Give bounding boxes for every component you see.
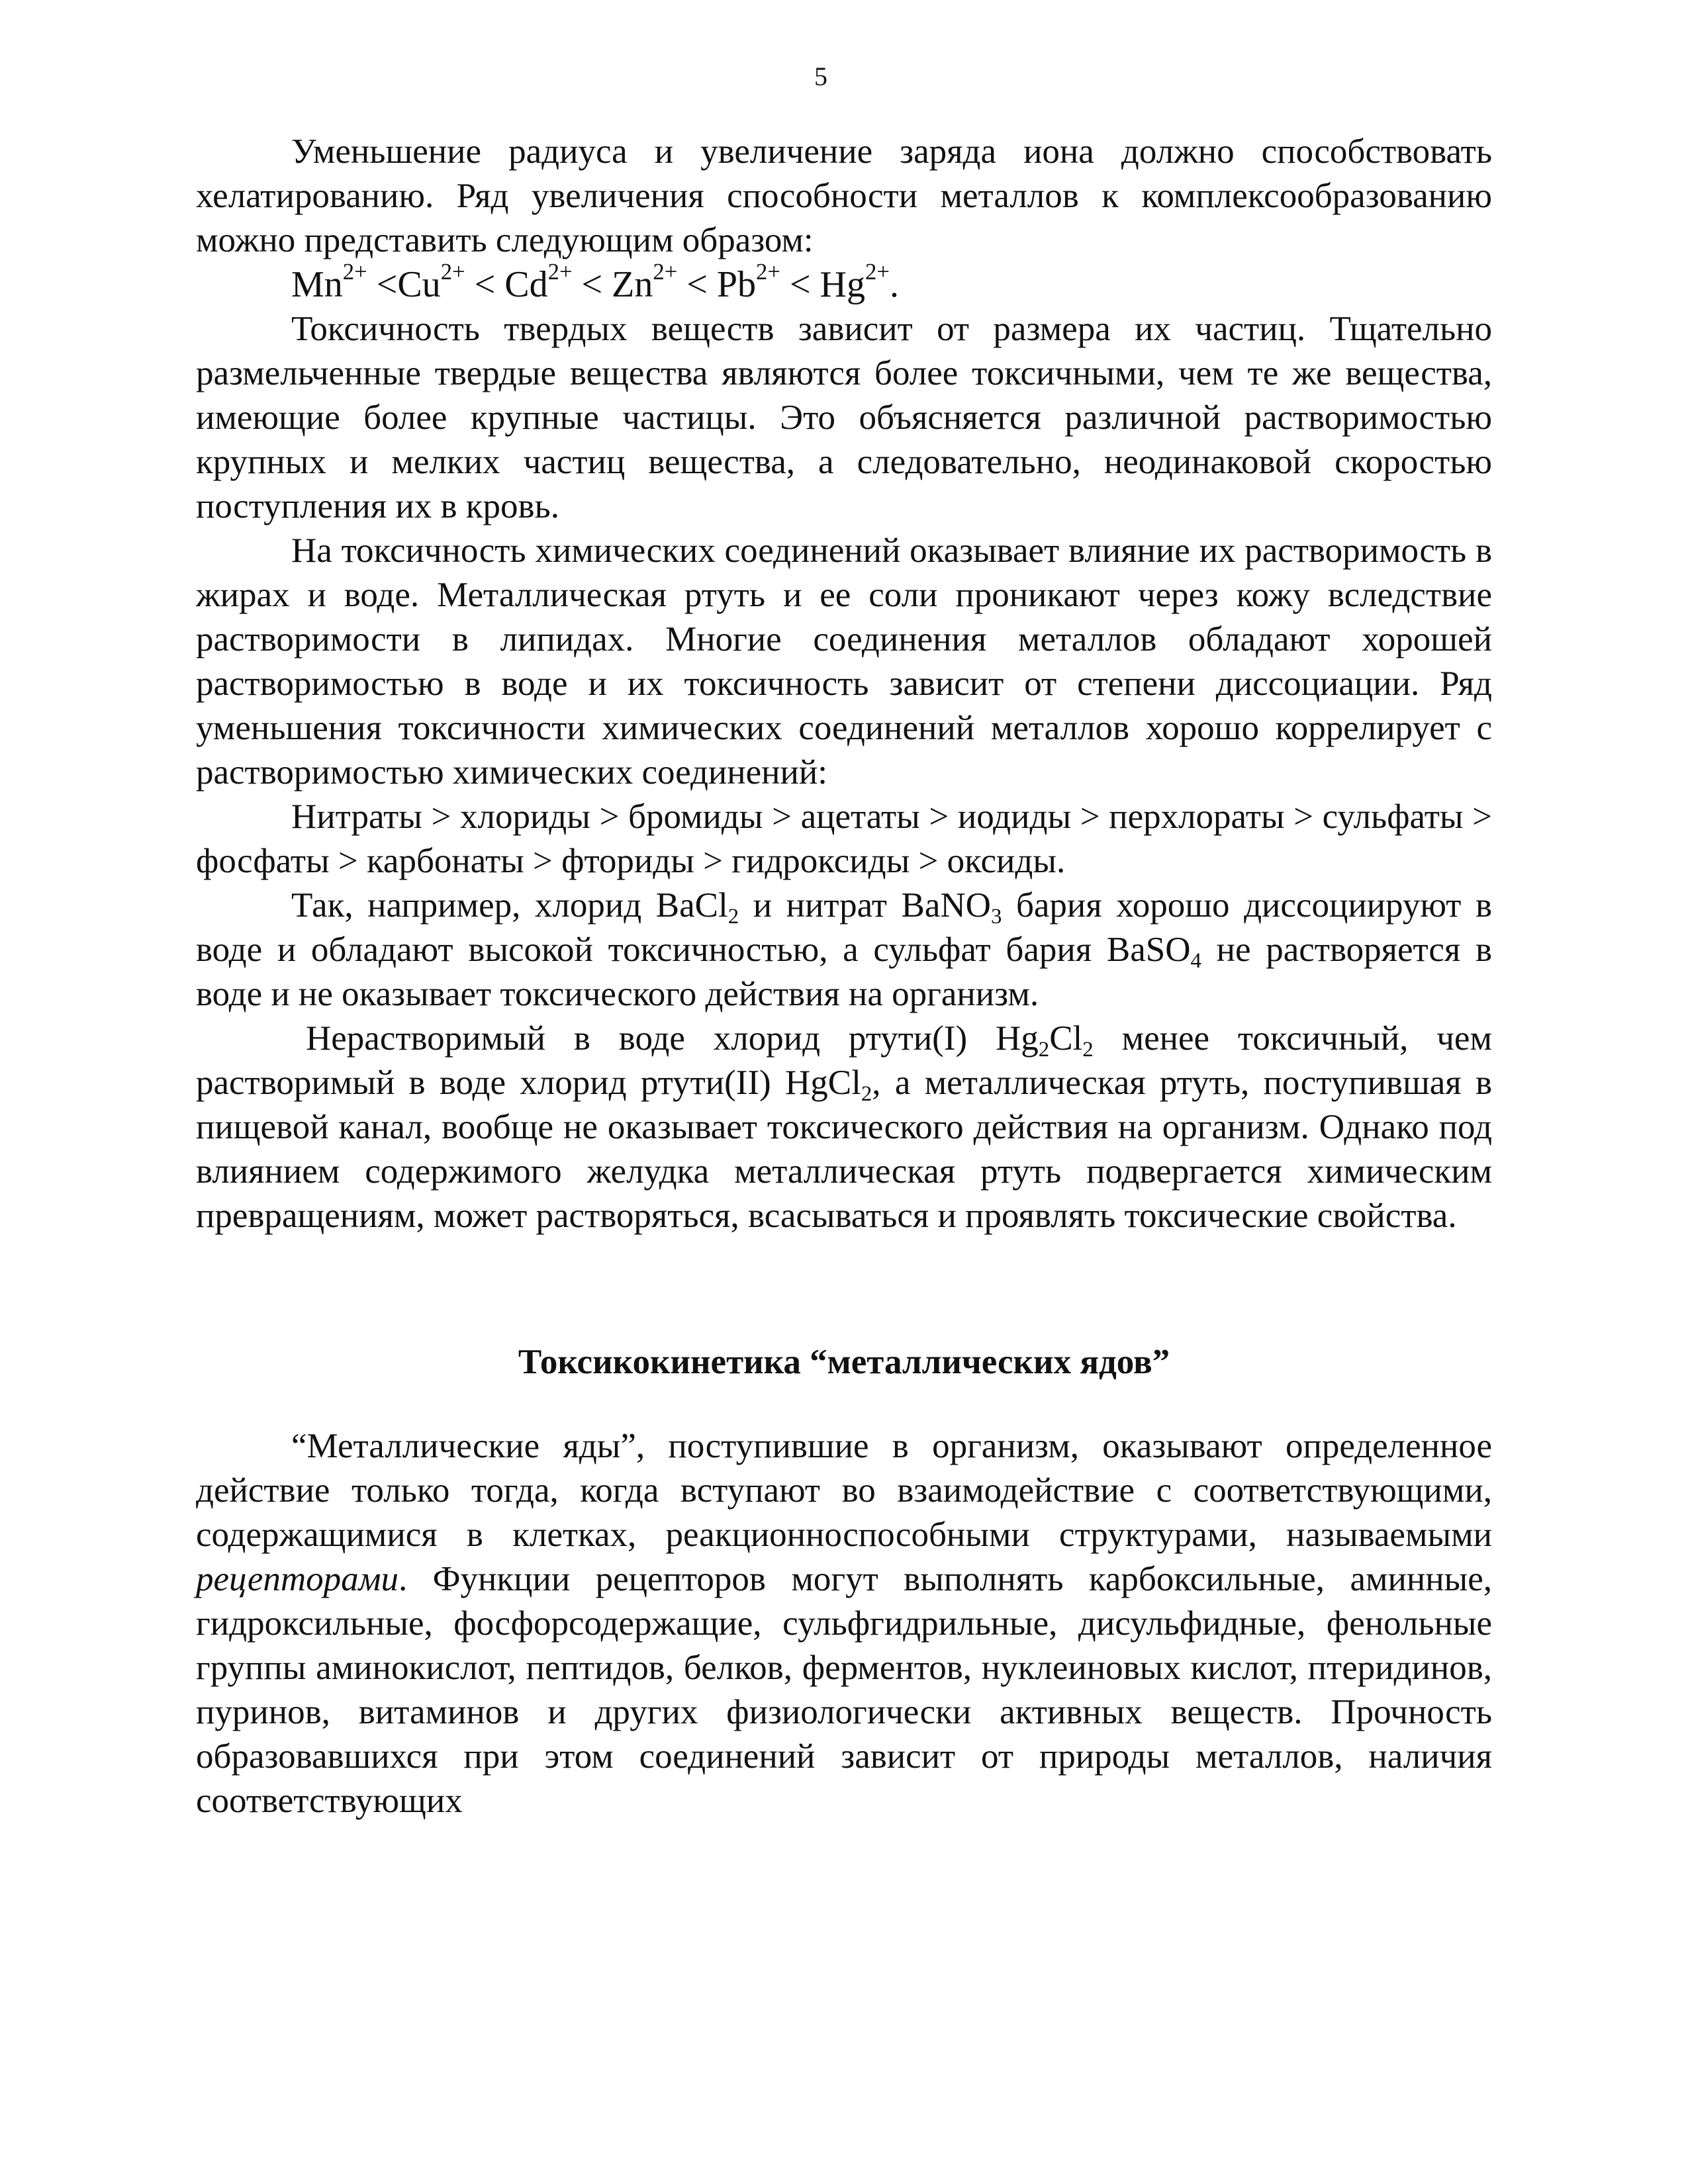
subscript: 2 (1038, 1037, 1050, 1062)
formula-cd: < Cd (465, 264, 548, 305)
text-segment: не растворяется в воде и не оказывает токсического действия на организм. (196, 931, 1492, 1013)
document-body (196, 130, 1492, 1823)
subscript: 2 (727, 904, 739, 929)
formula-hg: < Hg (780, 264, 865, 305)
formula-zn-charge: 2+ (653, 258, 678, 285)
paragraph-particle-size: Токсичность твердых веществ зависит от размера их частиц. Тщательно размельченные твердые вещества являются более токсичными, чем те же вещества, имеющие более крупные частицы. Это объясняется различной растворимостью крупных и мелких частиц вещества, а следовательно, неодинаковой скоростью поступления их в кровь. (196, 310, 1492, 525)
text-segment: , а металлическая ртуть, поступившая в пищевой канал, вообще не оказывает токсического действия на организм. Однако под влиянием содержимого желудка металлическая ртуть подвергается химическим превращениям, может растворяться, всасываться и проявлять токсические свойства. (196, 1064, 1492, 1235)
text-segment: бария хорошо диссоциируют в воде и обладают высокой токсичностью, а сульфат бария BaSO (196, 886, 1492, 969)
text-segment: и нитрат BaNO (739, 886, 991, 925)
subscript: 2 (861, 1081, 872, 1106)
paragraph-barium-example (196, 884, 1492, 1017)
text-segment: Так, например, хлорид BaCl (291, 886, 728, 925)
formula-mn: Mn (291, 264, 343, 305)
emphasized-term: рецепторами (196, 1560, 399, 1598)
subscript: 4 (1190, 948, 1201, 973)
page-number: 5 (814, 62, 827, 91)
formula-end: . (889, 264, 899, 305)
formula-pb: < Pb (677, 264, 757, 305)
paragraph-solubility: На токсичность химических соединений оказывает влияние их растворимость в жирах и воде. Металлическая ртуть и ее соли проникают через кожу вследствие растворимости в липидах. Многие соединения металлов обладают хорошей растворимостью в воде и их токсичность зависит от степени диссоциации. Ряд уменьшения токсичности химических соединений металлов хорошо коррелирует с растворимостью химических соединений: (196, 531, 1492, 792)
formula-zn: < Zn (572, 264, 653, 305)
formula-cu: <Cu (376, 264, 441, 305)
text-segment: Cl (1049, 1019, 1083, 1058)
paragraph-toxicity-series: Нитраты > хлориды > бромиды > ацетаты > иодиды > перхлораты > сульфаты > фосфаты > карбонаты > фториды > гидроксиды > оксиды. (196, 797, 1492, 880)
paragraph-chelation: Уменьшение радиуса и увеличение заряда иона должно способствовать хелатированию. Ряд увеличения способности металлов к комплексообразованию можно представить следующим образом: (196, 132, 1492, 259)
text-segment: “Металлические яды”, поступившие в организм, оказывают определенное действие только тогда, когда вступают во взаимодействие с соответствующими, содержащимися в клетках, реакционноспособными структурами, называемыми (196, 1427, 1492, 1554)
section-heading: Токсикокинетика “металлических ядов” (518, 1343, 1170, 1381)
text-segment: Нерастворимый в воде хлорид ртути(I) Hg (306, 1019, 1039, 1058)
formula-mn-charge: 2+ (342, 258, 367, 285)
paragraph-receptors (196, 1424, 1492, 1823)
formula-hg-charge: 2+ (865, 258, 890, 285)
formula-cu-charge: 2+ (440, 258, 465, 285)
complexation-series-formula (196, 258, 1492, 307)
subscript: 3 (990, 904, 1002, 929)
subscript: 2 (1082, 1037, 1094, 1062)
formula-pb-charge: 2+ (756, 258, 780, 285)
formula-cd-charge: 2+ (547, 258, 573, 285)
text-segment: менее токсичный, чем растворимый в воде хлорид ртути(II) HgCl (196, 1019, 1492, 1102)
paragraph-mercury-example (196, 1017, 1492, 1238)
text-segment: . Функции рецепторов могут выполнять карбоксильные, аминные, гидроксильные, фосфорсодержащие, сульфгидрильные, дисульфидные, фенольные группы аминокислот, пептидов, белков, ферментов, нуклеиновых кислот, птеридинов, пуринов, витаминов и других физиологически активных веществ. Прочность образовавшихся при этом соединений зависит от природы металлов, наличия соответствующих (196, 1560, 1492, 1820)
